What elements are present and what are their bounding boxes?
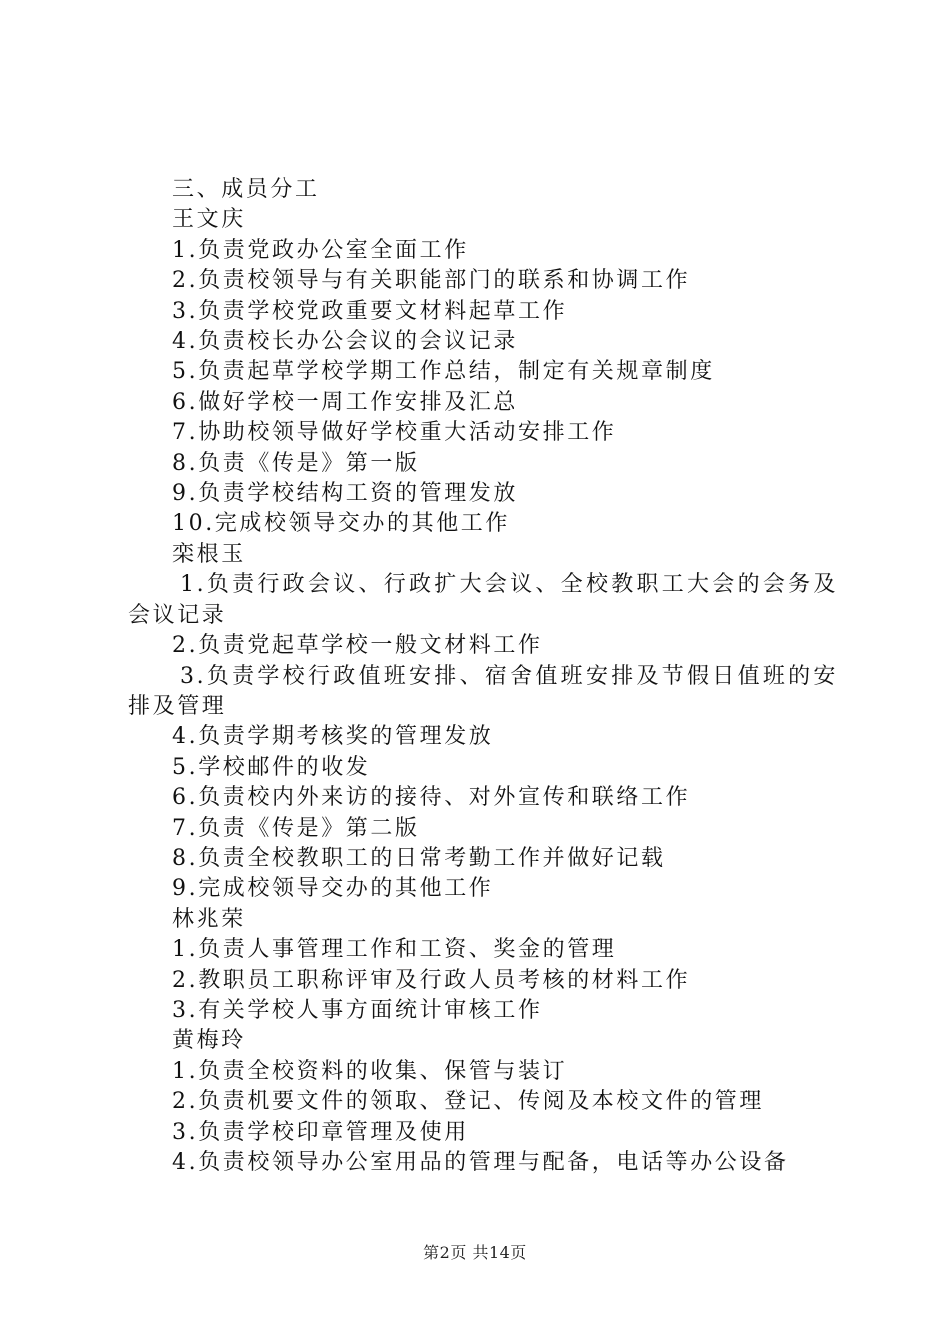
text-line: 8.负责全校教职工的日常考勤工作并做好记载 <box>172 845 666 871</box>
text-line: 2.负责校领导与有关职能部门的联系和协调工作 <box>172 268 691 294</box>
page-footer: 第2页 共14页 <box>423 1243 527 1262</box>
text-line: 1.负责全校资料的收集、保管与装订 <box>172 1058 568 1084</box>
text-line: 6.负责校内外来访的接待、对外宣传和联络工作 <box>172 785 691 811</box>
text-line: 7.负责《传是》第二版 <box>172 815 420 841</box>
text-line: 2.教职员工职称评审及行政人员考核的材料工作 <box>172 967 691 993</box>
document-body <box>128 175 838 1178</box>
text-line: 9.负责学校结构工资的管理发放 <box>172 481 518 507</box>
text-line: 三、成员分工 <box>172 177 320 202</box>
text-line: 8.负责《传是》第一版 <box>172 450 420 476</box>
text-line: 林兆荣 <box>172 906 246 932</box>
text-line: 4.负责校领导办公室用品的管理与配备，电话等办公设备 <box>172 1150 789 1175</box>
text-line: 5.负责起草学校学期工作总结，制定有关规章制度 <box>172 359 715 385</box>
text-line: 9.完成校领导交办的其他工作 <box>172 876 494 902</box>
text-line: 7.协助校领导做好学校重大活动安排工作 <box>172 420 617 446</box>
text-line: 王文庆 <box>172 207 246 233</box>
text-line: 4.负责学期考核奖的管理发放 <box>172 724 494 750</box>
text-line: 5.学校邮件的收发 <box>172 754 371 780</box>
wrapped-paragraph: 3.负责学校行政值班安排、宿舍值班安排及节假日值班的安排及管理 <box>128 663 838 719</box>
text-line: 3.负责学校印章管理及使用 <box>172 1119 469 1145</box>
text-line: 1.负责党政办公室全面工作 <box>172 237 469 263</box>
text-line: 2.负责党起草学校一般文材料工作 <box>172 633 543 659</box>
text-line: 1.负责人事管理工作和工资、奖金的管理 <box>172 937 617 963</box>
text-line: 2.负责机要文件的领取、登记、传阅及本校文件的管理 <box>172 1089 764 1115</box>
text-line: 3.有关学校人事方面统计审核工作 <box>172 997 543 1023</box>
text-line: 4.负责校长办公会议的会议记录 <box>172 329 518 355</box>
text-line: 10.完成校领导交办的其他工作 <box>172 511 510 537</box>
text-line: 3.负责学校党政重要文材料起草工作 <box>172 298 568 324</box>
text-line: 6.做好学校一周工作安排及汇总 <box>172 389 518 415</box>
text-line: 栾根玉 <box>172 541 246 567</box>
wrapped-paragraph: 1.负责行政会议、行政扩大会议、全校教职工大会的会务及会议记录 <box>128 572 838 628</box>
text-line: 黄梅玲 <box>172 1028 246 1054</box>
